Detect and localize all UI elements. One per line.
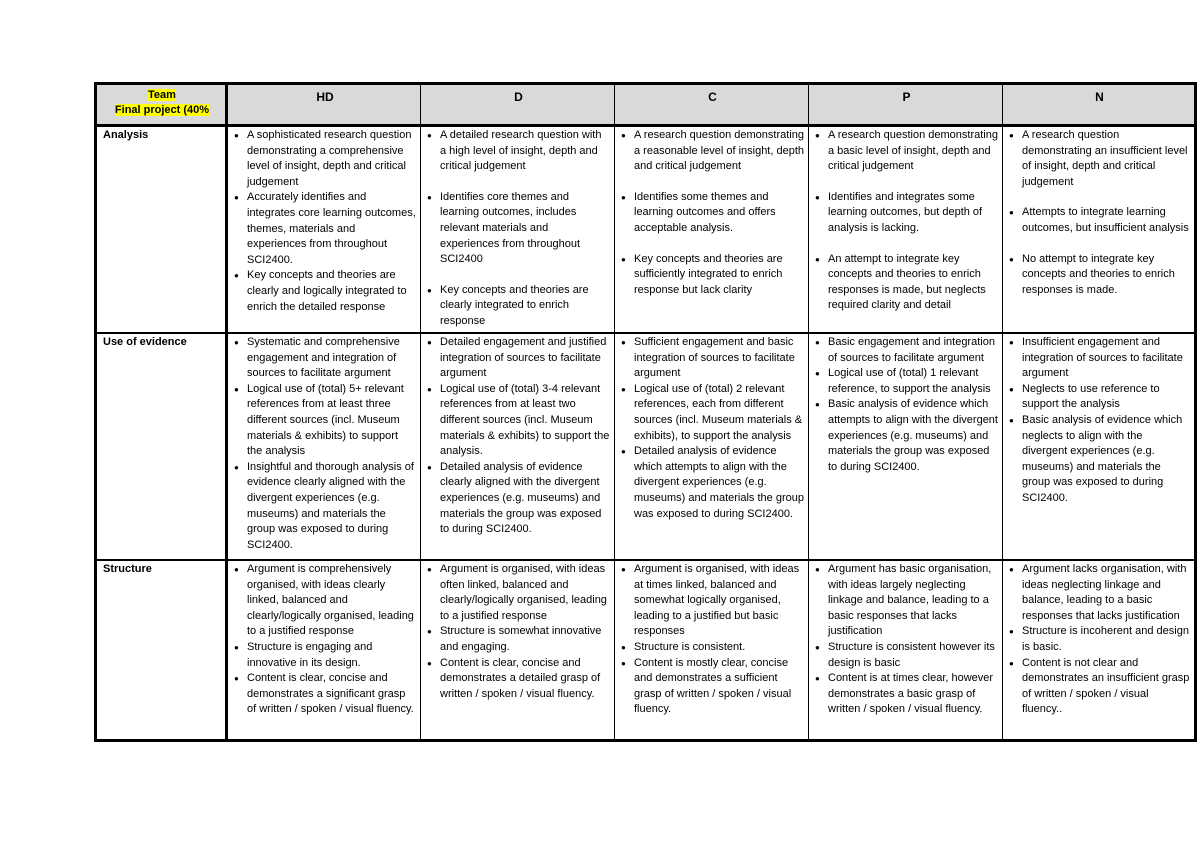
- criterion-point: ● No attempt to integrate key concepts and theories to enrich responses is made.: [1009, 252, 1190, 299]
- criterion-point: ● An attempt to integrate key concepts and theories to enrich responses is made, but neglects required clarity and detail: [815, 252, 998, 314]
- grade-header-p: P: [809, 84, 1003, 126]
- final-project-label: Final project (40%: [114, 104, 210, 116]
- criterion-point: ● Argument is organised, with ideas often linked, balanced and clearly/logically organised, leading to a justified response: [427, 562, 610, 624]
- criterion-point: ● Sufficient engagement and basic integration of sources to facilitate argument: [621, 335, 804, 382]
- criterion-point: ● Detailed engagement and justified integration of sources to facilitate argument: [427, 335, 610, 382]
- rubric-cell: [1003, 126, 1196, 334]
- criterion-point: ● Logical use of (total) 1 relevant reference, to support the analysis: [815, 366, 998, 397]
- grade-header-c: C: [615, 84, 809, 126]
- criterion-label: Analysis: [96, 126, 227, 334]
- rubric-cell: [421, 126, 615, 334]
- criterion-point: ● Argument has basic organisation, with ideas largely neglecting linkage and balance, leading to a basic responses that lacks justification: [815, 562, 998, 640]
- criterion-label: Use of evidence: [96, 333, 227, 560]
- rubric-cell: [227, 560, 421, 741]
- criterion-point: ● Content is not clear and demonstrates an insufficient grasp of written / spoken / visual fluency..: [1009, 656, 1190, 718]
- grade-header-n: N: [1003, 84, 1196, 126]
- rubric-cell: [615, 126, 809, 334]
- team-header-cell: [96, 84, 227, 126]
- criterion-point: ● Neglects to use reference to support the analysis: [1009, 382, 1190, 413]
- criterion-point: ● Content is clear, concise and demonstrates a detailed grasp of written / spoken / visual fluency.: [427, 656, 610, 703]
- criterion-point: ● Detailed analysis of evidence clearly aligned with the divergent experiences (e.g. museums) and materials the group was exposed to during SCI2400.: [427, 460, 610, 538]
- criterion-point: ● Systematic and comprehensive engagement and integration of sources to facilitate argument: [234, 335, 416, 382]
- criterion-row-use-of-evidence: [96, 333, 1196, 560]
- criterion-point: ● Content is mostly clear, concise and demonstrates a sufficient grasp of written / spoken / visual fluency.: [621, 656, 804, 718]
- criterion-point: ● Identifies some themes and learning outcomes and offers acceptable analysis.: [621, 190, 804, 237]
- rubric-table: [94, 82, 1197, 742]
- criterion-point: ● Content is clear, concise and demonstrates a significant grasp of written / spoken / visual fluency.: [234, 671, 416, 718]
- criterion-point: ● Insufficient engagement and integration of sources to facilitate argument: [1009, 335, 1190, 382]
- rubric-cell: [615, 333, 809, 560]
- rubric-cell: [227, 126, 421, 334]
- criterion-point: ● A research question demonstrating a basic level of insight, depth and critical judgement: [815, 128, 998, 175]
- rubric-cell: [809, 560, 1003, 741]
- criterion-point: ● Key concepts and theories are clearly integrated to enrich response: [427, 283, 610, 330]
- criterion-point: ● Basic analysis of evidence which attempts to align with the divergent experiences (e.g. museums) and materials the group was exposed to during SCI2400.: [815, 397, 998, 475]
- criterion-point: ● Structure is incoherent and design is basic.: [1009, 624, 1190, 655]
- rubric-cell: [809, 333, 1003, 560]
- criterion-point: ● Structure is engaging and innovative in its design.: [234, 640, 416, 671]
- criterion-row-structure: [96, 560, 1196, 741]
- criterion-point: ● Logical use of (total) 2 relevant references, each from different sources (incl. Museum materials & exhibits), to support the analysis: [621, 382, 804, 444]
- criterion-point: ● Structure is consistent however its design is basic: [815, 640, 998, 671]
- criterion-point: ● Argument lacks organisation, with ideas neglecting linkage and balance, leading to a basic responses that lacks justification: [1009, 562, 1190, 624]
- criterion-label: Structure: [96, 560, 227, 741]
- grade-header-hd: HD: [227, 84, 421, 126]
- criterion-point: ● Identifies core themes and learning outcomes, includes relevant materials and experiences from throughout SCI2400: [427, 190, 610, 268]
- criterion-point: ● Argument is comprehensively organised, with ideas clearly linked, balanced and clearly/logically organised, leading to a justified response: [234, 562, 416, 640]
- grade-header-d: D: [421, 84, 615, 126]
- criterion-point: ● Structure is consistent.: [621, 640, 804, 656]
- criterion-point: ● A research question demonstrating an insufficient level of insight, depth and critical judgement: [1009, 128, 1190, 190]
- criterion-point: ● A detailed research question with a high level of insight, depth and critical judgement: [427, 128, 610, 175]
- rubric-cell: [809, 126, 1003, 334]
- criterion-point: ● Identifies and integrates some learning outcomes, but depth of analysis is lacking.: [815, 190, 998, 237]
- rubric-cell: [1003, 333, 1196, 560]
- criterion-point: ● Key concepts and theories are sufficiently integrated to enrich response but lack clarity: [621, 252, 804, 299]
- criterion-point: ● Accurately identifies and integrates core learning outcomes, themes, materials and experiences from throughout SCI2400.: [234, 190, 416, 268]
- criterion-point: ● Argument is organised, with ideas at times linked, balanced and somewhat logically organised, leading to a justified but basic responses: [621, 562, 804, 640]
- criterion-row-analysis: [96, 126, 1196, 334]
- criterion-point: ● Basic engagement and integration of sources to facilitate argument: [815, 335, 998, 366]
- header-row: [96, 84, 1196, 126]
- rubric-cell: [615, 560, 809, 741]
- criterion-point: ● Logical use of (total) 5+ relevant references from at least three different sources (incl. Museum materials & exhibits) to support the analysis: [234, 382, 416, 460]
- criterion-point: ● A sophisticated research question demonstrating a comprehensive level of insight, depth and critical judgement: [234, 128, 416, 190]
- criterion-point: ● Logical use of (total) 3-4 relevant references from at least two different sources (incl. Museum materials & exhibits) to support the analysis.: [427, 382, 610, 460]
- criterion-point: ● Basic analysis of evidence which neglects to align with the divergent experiences (e.g. museums) and materials the group was exposed to during SCI2400.: [1009, 413, 1190, 507]
- rubric-cell: [227, 333, 421, 560]
- criterion-point: ● Key concepts and theories are clearly and logically integrated to enrich the detailed response: [234, 268, 416, 315]
- rubric-cell: [1003, 560, 1196, 741]
- criterion-point: ● Attempts to integrate learning outcomes, but insufficient analysis: [1009, 205, 1190, 236]
- rubric-cell: [421, 333, 615, 560]
- criterion-point: ● Content is at times clear, however demonstrates a basic grasp of written / spoken / visual fluency.: [815, 671, 998, 718]
- rubric-cell: [421, 560, 615, 741]
- team-label: Team: [148, 89, 176, 101]
- criterion-point: ● Insightful and thorough analysis of evidence clearly aligned with the divergent experiences (e.g. museums) and materials the group was exposed to during SCI2400.: [234, 460, 416, 554]
- criterion-point: ● Structure is somewhat innovative and engaging.: [427, 624, 610, 655]
- criterion-point: ● A research question demonstrating a reasonable level of insight, depth and critical judgement: [621, 128, 804, 175]
- criterion-point: ● Detailed analysis of evidence which attempts to align with the divergent experiences (e.g. museums) and materials the group was exposed to during SCI2400.: [621, 444, 804, 522]
